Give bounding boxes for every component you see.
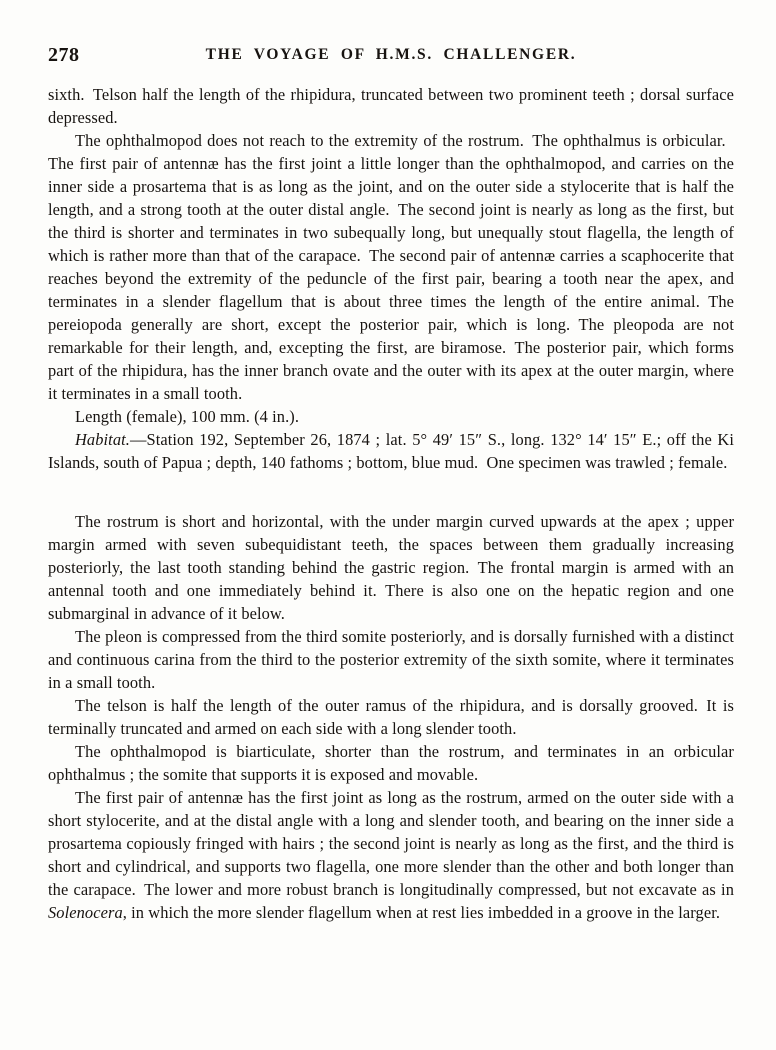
text-run: The ophthalmopod does not reach to the extremity of the rostrum. The ophthalmus is orbicular. The first pair of antennæ has the first joint a little longer than the ophthalmopod, and carries on the inner side a prosartema that is as long as the joint, and on the outer side a stylocerite that is half the length, and a strong tooth at the outer distal angle. The second joint is nearly as long as the first, but the third is shorter and terminates in two subequally long, but unequally stout flagella, the length of which is rather more than that of the carapace. The second pair of antennæ carries a scaphocerite that reaches beyond the extremity of the peduncle of the first pair, bearing a tooth near the apex, and terminates in a slender flagellum that is about three times the length of the entire animal. The pereiopoda generally are short, except the posterior pair, which is long. The pleopoda are not remarkable for their length, and, excepting the first, are biramose. The posterior pair, which forms part of the rhipidura, has the inner branch ovate and the outer with its apex at the outer margin, where it terminates in a small tooth. (48, 131, 734, 403)
text-run: The first pair of antennæ has the first joint as long as the rostrum, armed on the outer side with a short stylocerite, and at the distal angle with a long and slender tooth, and bearing on the inner side a prosartema copiously fringed with hairs ; the second joint is nearly as long as the first, and the third is short and cylindrical, and supports two flagella, one more slender than the other and both longer than the carapace. The lower and more robust branch is longitudinally compressed, but not excavate as in (48, 788, 734, 899)
paragraph (48, 740, 734, 786)
italic-text-run: Habitat. (75, 430, 130, 449)
text-run: , in which the more slender flagellum when at rest lies imbedded in a groove in the larger. (122, 903, 721, 922)
running-title: THE VOYAGE OF H.M.S. CHALLENGER. (205, 46, 577, 63)
text-run: sixth. Telson half the length of the rhipidura, truncated between two prominent teeth ; dorsal surface depressed. (48, 85, 734, 127)
page-number: 278 (48, 44, 80, 66)
page-header (48, 44, 734, 70)
text-run: The telson is half the length of the outer ramus of the rhipidura, and is dorsally grooved. It is terminally truncated and armed on each side with a long slender tooth. (48, 696, 734, 738)
text-run: The ophthalmopod is biarticulate, shorter than the rostrum, and terminates in an orbicular ophthalmus ; the somite that supports it is exposed and movable. (48, 742, 734, 784)
paragraph (48, 694, 734, 740)
paragraph (48, 510, 734, 625)
paragraph (48, 405, 734, 428)
paragraph (48, 625, 734, 694)
paragraph (48, 786, 734, 924)
paragraph (48, 428, 734, 474)
text-run: The pleon is compressed from the third somite posteriorly, and is dorsally furnished with a distinct and continuous carina from the third to the posterior extremity of the sixth somite, where it terminates in a small tooth. (48, 627, 734, 692)
text-run: Length (female), 100 mm. (4 in.). (75, 407, 300, 426)
text-run: The rostrum is short and horizontal, with the under margin curved upwards at the apex ; upper margin armed with seven subequidistant teeth, the spaces between them gradually increasing posteriorly, the last tooth standing behind the gastric region. The frontal margin is armed with an antennal tooth and one immediately behind it. There is also one on the hepatic region and one submarginal in advance of it below. (48, 512, 734, 623)
paragraph (48, 83, 734, 129)
paragraph (48, 129, 734, 405)
text-run: —Station 192, September 26, 1874 ; lat. 5° 49′ 15″ S., long. 132° 14′ 15″ E.; off the Ki Islands, south of Papua ; depth, 140 fathoms ; bottom, blue mud. One specimen was trawled ; female. (48, 430, 734, 472)
page-body (48, 83, 734, 924)
italic-text-run: Solenocera (48, 903, 123, 922)
